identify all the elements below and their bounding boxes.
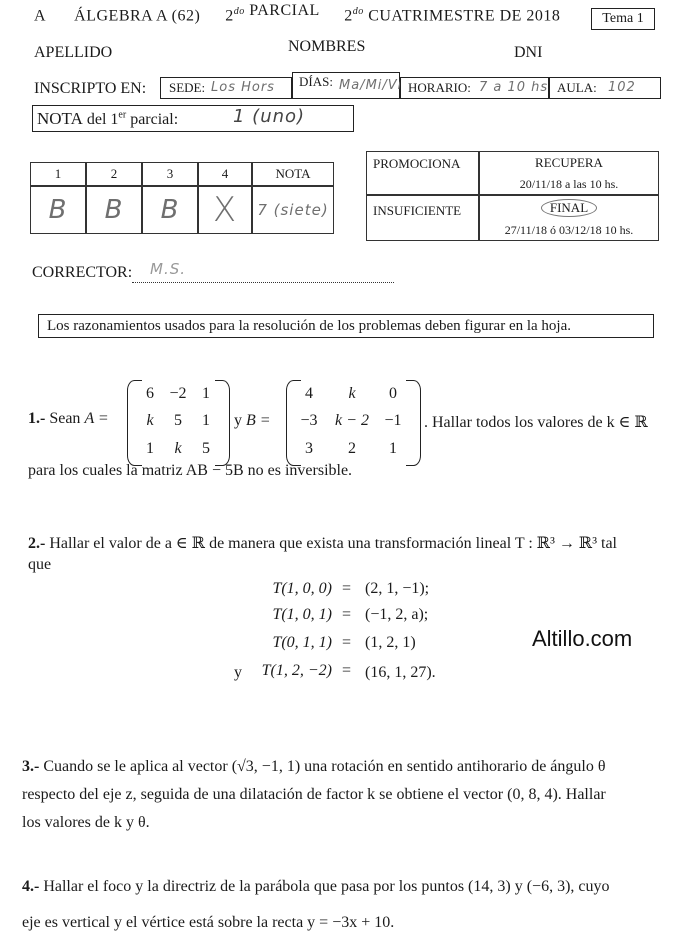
promociona-label: PROMOCIONA: [373, 156, 461, 171]
problem-3-line2: respecto del eje z, seguida de una dilatación de factor k se obtiene el vector (0, 8, 4). Hallar: [22, 786, 606, 803]
problem-3-text: Cuando se le aplica al vector (√3, −1, 1) una rotación en sentido antihorario de ángulo θ: [43, 758, 606, 775]
problem-1-line2: para los cuales la matriz AB − 5B no es inversible.: [28, 462, 353, 479]
first-partial-label: [37, 109, 178, 129]
horario-value: 7 a 10 hs: [479, 80, 549, 95]
equation-rhs: (16, 1, 27).: [365, 664, 436, 681]
equation-sign: =: [342, 662, 352, 679]
problem-3-line1: [22, 758, 606, 776]
equation-lhs: T(1, 0, 1): [272, 606, 332, 623]
grade-header-1: 1: [30, 162, 86, 186]
matrix-b-cell: k: [348, 385, 356, 402]
final-date: 27/11/18 ó 03/12/18 10 hs.: [504, 222, 634, 237]
course-title: ÁLGEBRA A (62): [74, 7, 201, 25]
problem-1-number: 1.-: [28, 410, 46, 427]
problem-4-number: 4.-: [22, 878, 40, 895]
first-partial-label-a: NOTA: [37, 109, 83, 128]
inscripto-label: INSCRIPTO EN:: [34, 80, 147, 97]
sede-value: Los Hors: [211, 80, 275, 95]
first-partial-label-sup: er: [118, 109, 127, 121]
header-letter: A: [34, 7, 46, 25]
apellido-label: APELLIDO: [34, 44, 113, 61]
final-cell: [479, 195, 659, 241]
aula-box: [549, 77, 661, 99]
matrix-b-cell: 2: [348, 440, 356, 457]
insuficiente-label: INSUFICIENTE: [373, 203, 462, 218]
problem-2-number: 2.-: [28, 535, 46, 552]
first-partial-label-c: parcial:: [130, 111, 179, 128]
term-ordinal: 2: [344, 7, 353, 25]
problem-2-line1: [28, 533, 617, 553]
sede-box: [160, 77, 292, 99]
partial-ordinal-sup: do: [233, 6, 245, 17]
matrix-b-cell: 0: [389, 385, 397, 402]
grade-value-1: B: [30, 186, 86, 234]
grade-header-2: 2: [86, 162, 142, 186]
tema-label: Tema 1: [602, 11, 644, 26]
promociona-cell: [366, 151, 479, 195]
term-word: CUATRIMESTRE DE 2018: [368, 7, 561, 25]
aula-value: 102: [608, 80, 636, 95]
partial-word: PARCIAL: [249, 2, 320, 20]
matrix-a-cell: 1: [146, 440, 154, 457]
reasoning-note: Los razonamientos usados para la resolución de los problemas deben figurar en la hoja.: [47, 318, 571, 334]
final-label: FINAL: [541, 199, 597, 217]
dias-label: DÍAS:: [299, 74, 333, 89]
matrix-b-name: B =: [246, 412, 271, 429]
problem-2-line2: que: [28, 556, 52, 573]
grade-header-3: 3: [142, 162, 198, 186]
horario-label: HORARIO:: [408, 80, 471, 95]
equation-lhs: T(1, 0, 0): [272, 580, 332, 597]
grade-value-nota: [252, 186, 334, 234]
matrix-b-cell: 1: [389, 440, 397, 457]
problem-1-and-word: y: [234, 412, 242, 429]
equation-rhs: (−1, 2, a);: [365, 606, 429, 623]
matrix-a-cell: 1: [202, 412, 210, 429]
first-partial-label-b: del 1: [86, 111, 119, 128]
problem-4-text: Hallar el foco y la directriz de la parábola que pasa por los puntos (14, 3) y (−6, 3), cuyo: [43, 878, 610, 895]
reasoning-note-box: [38, 314, 654, 338]
matrix-b-cell: −3: [300, 412, 318, 429]
problem-4-line2: eje es vertical y el vértice está sobre la recta y = −3x + 10.: [22, 914, 395, 931]
tema-box: [591, 8, 655, 30]
matrix-a-cell: −2: [169, 385, 187, 402]
problem-3-line3: los valores de k y θ.: [22, 814, 150, 831]
watermark: Altillo.com: [532, 626, 633, 651]
equation-rhs: (1, 2, 1): [365, 634, 416, 651]
problem-1-tail: . Hallar todos los valores de k ∈ ℝ: [424, 414, 648, 431]
matrix-a-cell: 5: [174, 412, 182, 429]
matrix-b-cell: −1: [384, 412, 402, 429]
problem-1-intro-text: Sean: [49, 410, 81, 427]
equation-prefix: y: [234, 664, 242, 681]
equation-rhs: (2, 1, −1);: [365, 580, 430, 597]
term-ordinal-sup: do: [352, 6, 364, 17]
dias-value: Ma/Mi/Vi: [339, 78, 403, 93]
sede-label: SEDE:: [169, 80, 206, 95]
nombres-label: NOMBRES: [288, 38, 366, 55]
grade-header-nota: NOTA: [252, 162, 334, 186]
first-partial-value: 1 (uno): [233, 106, 306, 127]
corrector-label: CORRECTOR:: [32, 264, 133, 281]
corrector-value: M.S.: [150, 260, 186, 278]
problem-1-intro: [28, 410, 109, 428]
grade-value-2: B: [86, 186, 142, 234]
equation-sign: =: [342, 606, 352, 623]
matrix-a-cell: k: [174, 440, 182, 457]
matrix-a-cell: 6: [146, 385, 154, 402]
problem-2-text: Hallar el valor de a ∈ ℝ de manera que exista una transformación lineal T : ℝ³ → ℝ³ tal: [49, 535, 617, 552]
matrix-b-cell: 4: [305, 385, 313, 402]
dni-label: DNI: [514, 44, 543, 61]
matrix-b-cell: 3: [305, 440, 313, 457]
grade-value-3: B: [142, 186, 198, 234]
corrector-dotted-line: [132, 282, 394, 283]
recupera-date: 20/11/18 a las 10 hs.: [519, 176, 619, 191]
recupera-label: RECUPERA: [535, 154, 603, 170]
problem-1-and: [234, 412, 271, 430]
dias-box: [292, 72, 403, 99]
equation-lhs: T(1, 2, −2): [261, 662, 332, 679]
aula-label: AULA:: [557, 80, 597, 95]
matrix-a-name: A =: [84, 410, 109, 427]
equation-sign: =: [342, 634, 352, 651]
problem-4-line1: [22, 878, 610, 896]
recupera-cell: [479, 151, 659, 195]
equation-lhs: T(0, 1, 1): [272, 634, 332, 651]
grade-nota-text: 7 (siete): [257, 201, 329, 219]
matrix-b-cell: k − 2: [335, 412, 369, 429]
matrix-a-cell: 1: [202, 385, 210, 402]
partial-ordinal: 2: [225, 7, 234, 25]
first-partial-grade-box: [32, 105, 354, 132]
matrix-a-cell: k: [146, 412, 154, 429]
insuficiente-cell: [366, 195, 479, 241]
exam-header: [34, 2, 561, 25]
grade-value-4: X: [198, 186, 252, 234]
grade-header-4: 4: [198, 162, 252, 186]
horario-box: [400, 77, 549, 99]
equation-sign: =: [342, 580, 352, 597]
problem-3-number: 3.-: [22, 758, 40, 775]
matrix-a-cell: 5: [202, 440, 210, 457]
